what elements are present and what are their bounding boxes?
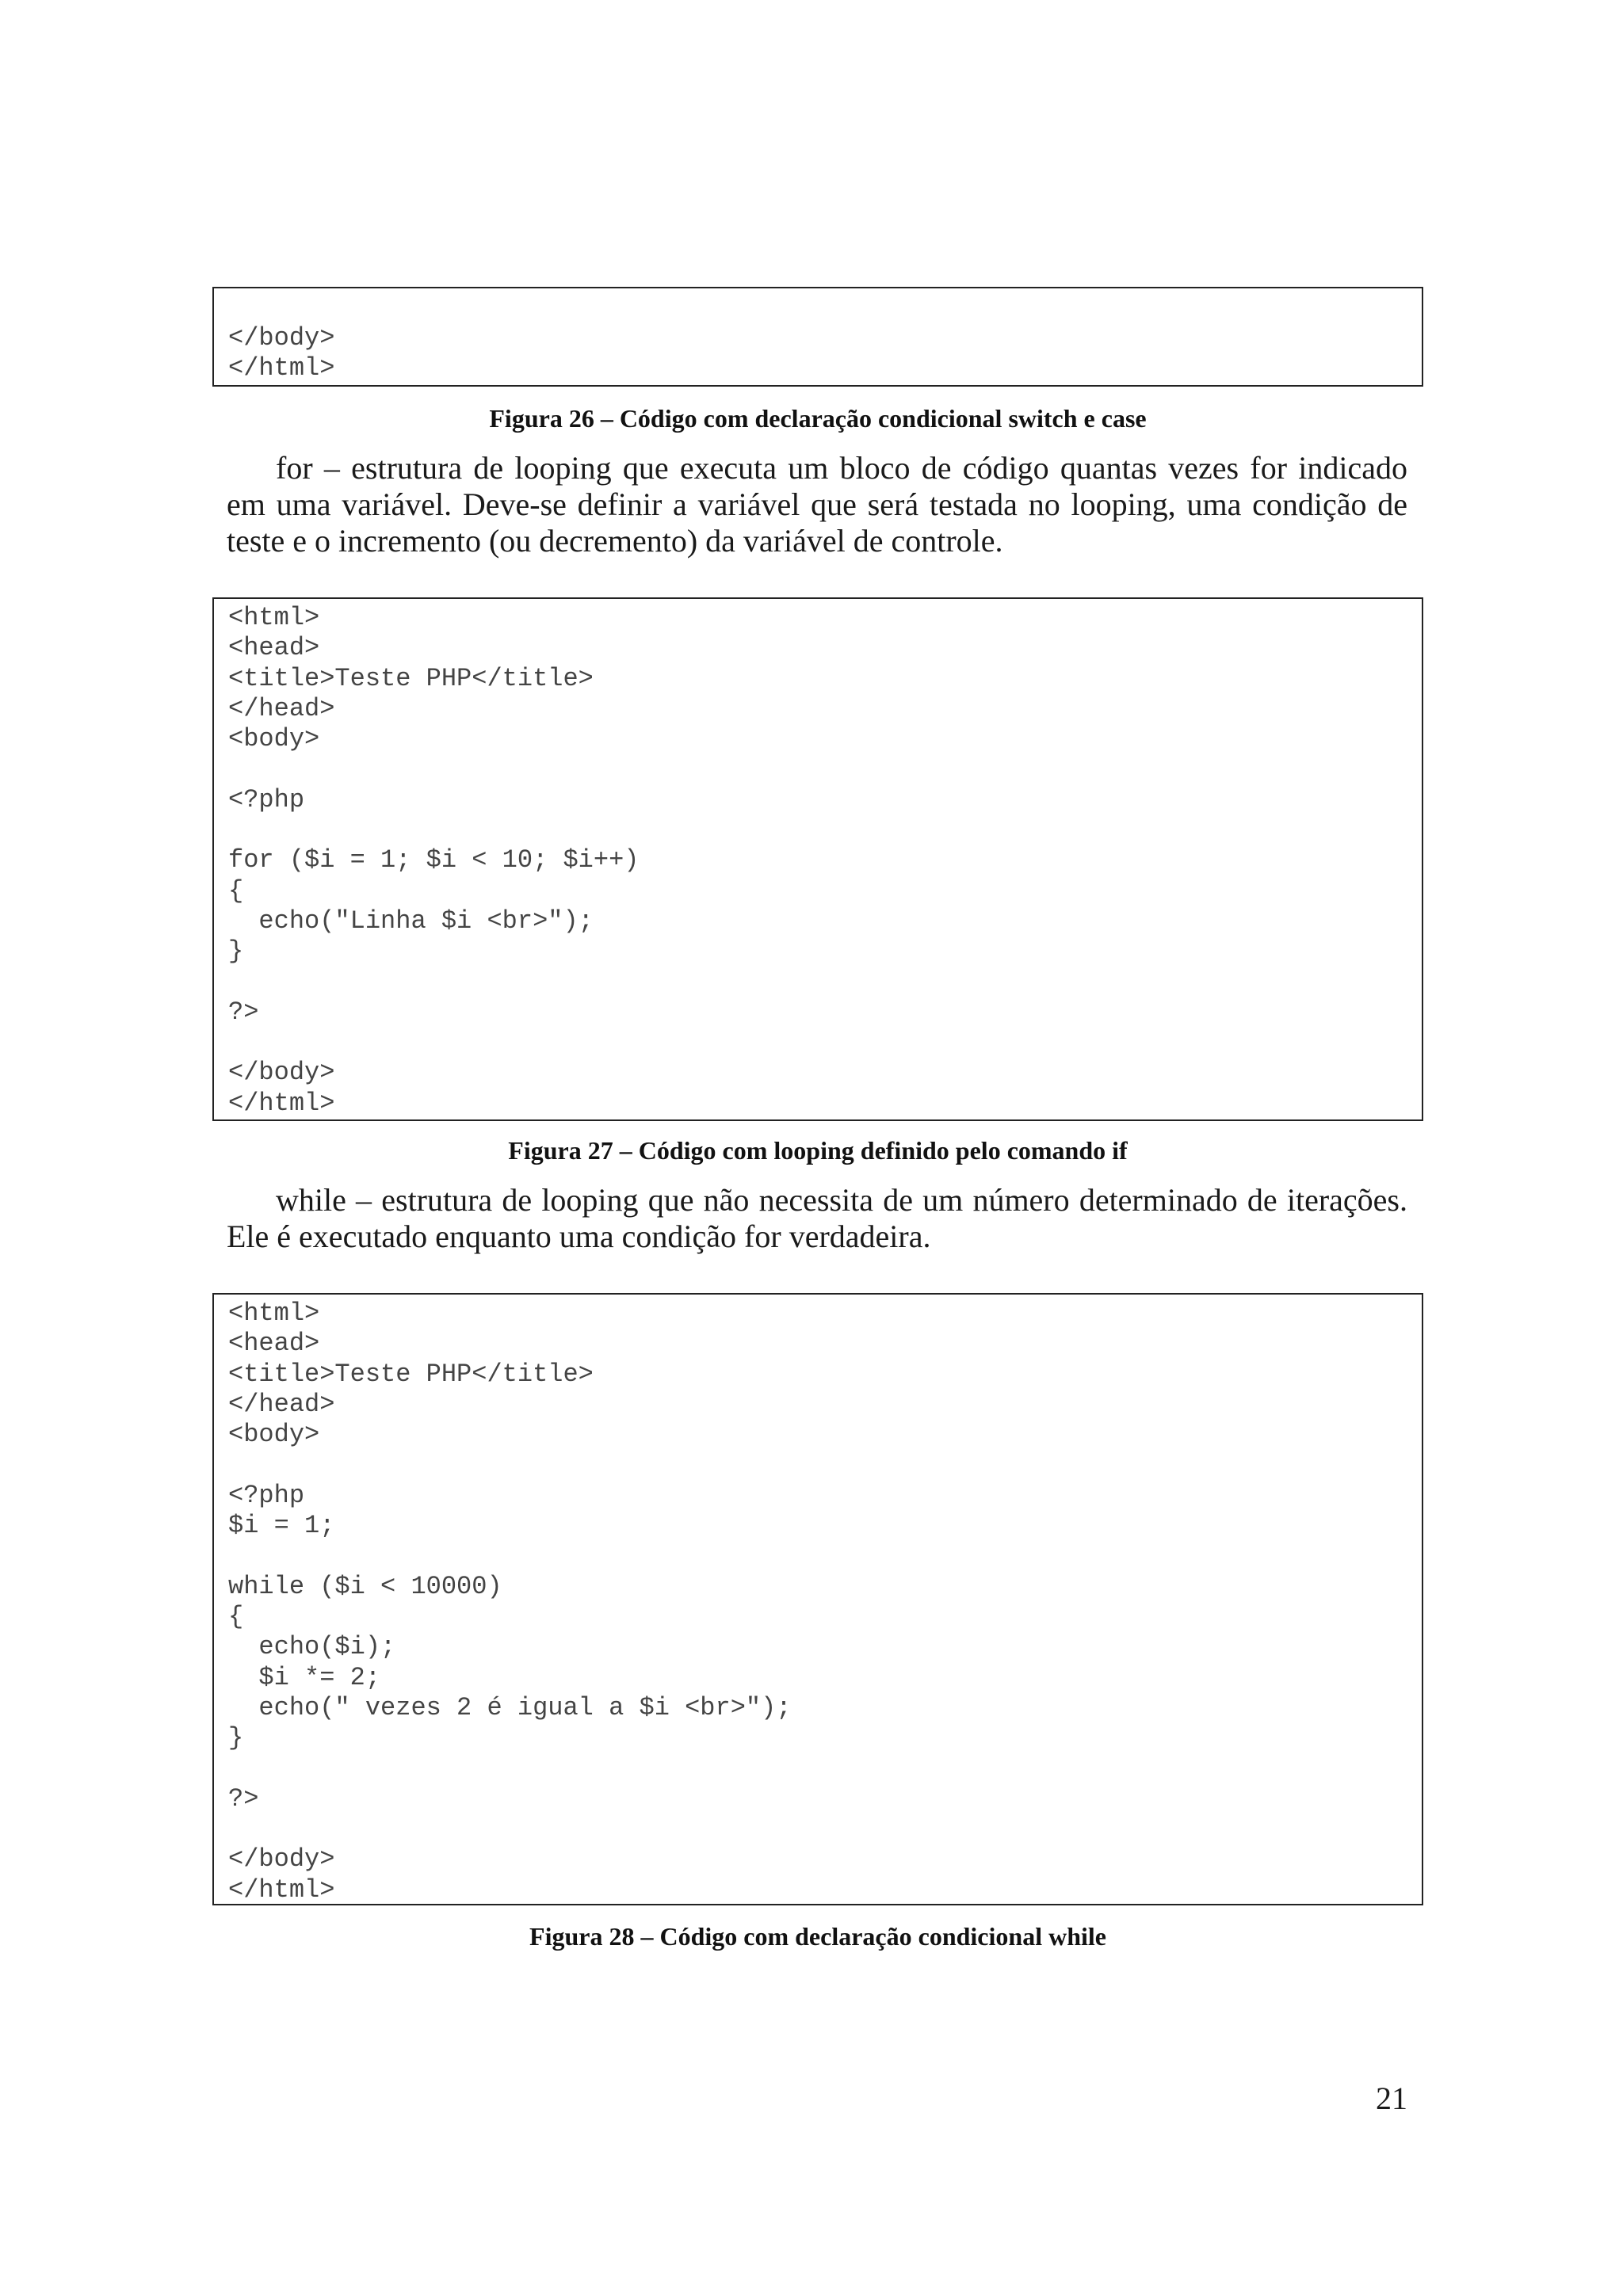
code-line: $i *= 2; — [228, 1662, 381, 1692]
page-number: 21 — [1376, 2081, 1407, 2116]
code-line: </html> — [228, 353, 335, 383]
code-line — [228, 754, 1422, 784]
code-line: <?php — [228, 784, 305, 814]
code-line: echo("Linha $i <br>"); — [228, 906, 594, 936]
code-line: ?> — [228, 997, 259, 1027]
code-line — [228, 815, 1422, 845]
code-line — [228, 1753, 1422, 1783]
paragraph-line: while – estrutura de looping que não necessita de um número determinado de iterações. — [276, 1182, 1407, 1218]
code-line: for ($i = 1; $i < 10; $i++) — [228, 845, 640, 875]
code-block-while — [212, 1293, 1423, 1905]
code-line: echo($i); — [228, 1632, 396, 1662]
code-line: <head> — [228, 1329, 320, 1359]
paragraph-while — [227, 1182, 1407, 1255]
code-line: while ($i < 10000) — [228, 1571, 502, 1601]
code-block-switch-end — [212, 287, 1423, 387]
code-line — [228, 1541, 1422, 1571]
code-line: </body> — [228, 1058, 335, 1088]
code-line: <body> — [228, 724, 320, 754]
code-line: echo(" vezes 2 é igual a $i <br>"); — [228, 1692, 792, 1722]
code-line: <body> — [228, 1420, 320, 1450]
paragraph-line: Ele é executado enquanto uma condição for verdadeira. — [227, 1219, 931, 1254]
code-line: </body> — [228, 1844, 335, 1875]
code-line: </head> — [228, 1389, 335, 1419]
code-line: } — [228, 936, 244, 967]
code-line: <?php — [228, 1480, 305, 1510]
code-line: <title>Teste PHP</title> — [228, 1359, 594, 1389]
code-line — [228, 1450, 1422, 1480]
code-line: { — [228, 875, 244, 906]
paragraph-for — [227, 450, 1407, 559]
code-line — [228, 1814, 1422, 1844]
code-line: } — [228, 1723, 244, 1753]
code-line: </html> — [228, 1875, 335, 1905]
code-line: </head> — [228, 693, 335, 723]
code-line: <html> — [228, 1299, 320, 1328]
code-line — [228, 1028, 1422, 1058]
paragraph-line: for – estrutura de looping que executa um bloco de código quantas vezes for indicado — [276, 450, 1407, 486]
code-line: ?> — [228, 1783, 259, 1814]
code-line: <head> — [228, 633, 320, 663]
paragraph-line: teste e o incremento (ou decremento) da variável de controle. — [227, 523, 1003, 559]
figure-27-caption: Figura 27 – Código com looping definido pelo comando if — [508, 1136, 1128, 1165]
code-line: <html> — [228, 603, 320, 632]
figure-26-caption: Figura 26 – Código com declaração condicional switch e case — [489, 404, 1147, 433]
code-line: </body> — [228, 323, 335, 353]
code-line — [228, 967, 1422, 997]
code-line: <title>Teste PHP</title> — [228, 663, 594, 693]
paragraph-line: em uma variável. Deve-se definir a variável que será testada no looping, uma condição de — [227, 486, 1407, 522]
figure-28-caption: Figura 28 – Código com declaração condicional while — [529, 1922, 1106, 1951]
code-line: { — [228, 1601, 244, 1631]
code-block-for — [212, 597, 1423, 1121]
code-line: </html> — [228, 1088, 335, 1118]
code-line: $i = 1; — [228, 1511, 335, 1541]
